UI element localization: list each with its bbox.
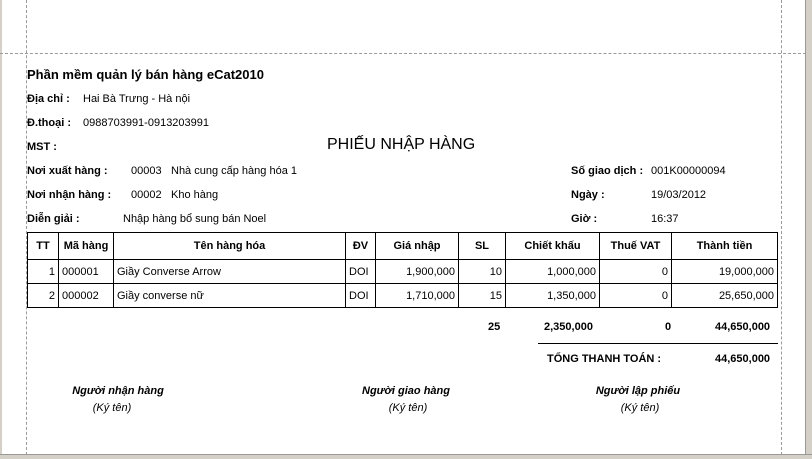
cell-item-name: Giầy Converse Arrow — [114, 260, 346, 284]
signature-deliverer-hint: (Ký tên) — [388, 402, 428, 414]
phone-value: 0988703991-0913203991 — [83, 117, 210, 129]
table-row — [28, 260, 778, 284]
transaction-label: Số giao dịch : — [571, 165, 644, 177]
signature-creator-hint: (Ký tên) — [620, 402, 660, 414]
cell-amount: 19,000,000 — [672, 260, 778, 284]
signature-receiver-hint: (Ký tên) — [92, 402, 132, 414]
cell-price: 1,900,000 — [376, 260, 459, 284]
cell-tt: 1 — [28, 260, 59, 284]
header-unit: ĐV — [346, 233, 376, 260]
date-value: 19/03/2012 — [651, 189, 707, 201]
header-tt: TT — [28, 233, 59, 260]
header-price: Giá nhập — [376, 233, 459, 260]
time-value: 16:37 — [651, 213, 679, 225]
total-amount: 44,650,000 — [715, 321, 771, 333]
cell-vat: 0 — [600, 260, 672, 284]
cell-discount: 1,350,000 — [506, 284, 600, 308]
cell-vat: 0 — [600, 284, 672, 308]
from-label: Nơi xuất hàng : — [27, 165, 108, 177]
grand-total-value: 44,650,000 — [715, 353, 771, 365]
cell-tt: 2 — [28, 284, 59, 308]
header-qty: SL — [459, 233, 506, 260]
total-qty: 25 — [488, 321, 501, 333]
cell-amount: 25,650,000 — [672, 284, 778, 308]
margin-guide-top — [0, 53, 806, 54]
total-discount: 2,350,000 — [544, 321, 593, 333]
header-item-name: Tên hàng hóa — [114, 233, 346, 260]
note-value: Nhập hàng bổ sung bán Noel — [123, 213, 267, 225]
from-name: Nhà cung cấp hàng hóa 1 — [171, 165, 297, 177]
note-label: Diễn giải : — [27, 213, 80, 225]
phone-label: Đ.thoại : — [27, 117, 71, 129]
cell-price: 1,710,000 — [376, 284, 459, 308]
to-name: Kho hàng — [171, 189, 219, 201]
total-vat: 0 — [665, 321, 672, 333]
signature-creator-title: Người lập phiếu — [595, 385, 681, 397]
cell-qty: 15 — [459, 284, 506, 308]
cell-item-code: 000002 — [59, 284, 114, 308]
table-header-row — [28, 233, 778, 260]
cell-unit: DOI — [346, 260, 376, 284]
cell-item-name: Giầy converse nữ — [114, 284, 346, 308]
from-code: 00003 — [131, 165, 162, 177]
header-vat: Thuế VAT — [600, 233, 672, 260]
header-discount: Chiết khấu — [506, 233, 600, 260]
transaction-value: 001K00000094 — [651, 165, 726, 177]
to-code: 00002 — [131, 189, 162, 201]
table-row — [28, 284, 778, 308]
page-edge-right — [805, 0, 812, 459]
cell-unit: DOI — [346, 284, 376, 308]
signature-deliverer-title: Người giao hàng — [362, 385, 450, 397]
cell-discount: 1,000,000 — [506, 260, 600, 284]
header-amount: Thành tiền — [672, 233, 778, 260]
cell-item-code: 000001 — [59, 260, 114, 284]
address-value: Hai Bà Trưng - Hà nội — [83, 93, 191, 105]
totals-divider — [538, 343, 778, 344]
date-label: Ngày : — [571, 189, 605, 201]
address-label: Địa chỉ : — [27, 93, 70, 105]
page-edge-bottom — [0, 454, 812, 459]
to-label: Nơi nhận hàng : — [27, 189, 112, 201]
header-item-code: Mã hàng — [59, 233, 114, 260]
grand-total-label: TỔNG THANH TOÁN : — [547, 353, 662, 365]
time-label: Giờ : — [571, 213, 598, 225]
margin-guide-right — [781, 0, 782, 455]
cell-qty: 10 — [459, 260, 506, 284]
tax-code-label: MST : — [27, 141, 57, 153]
signature-receiver-title: Người nhận hàng — [72, 385, 164, 397]
company-name: Phần mềm quản lý bán hàng eCat2010 — [27, 67, 264, 82]
page-edge-left — [0, 0, 2, 459]
items-table — [27, 232, 778, 308]
document-title: PHIẾU NHẬP HÀNG — [327, 136, 476, 153]
